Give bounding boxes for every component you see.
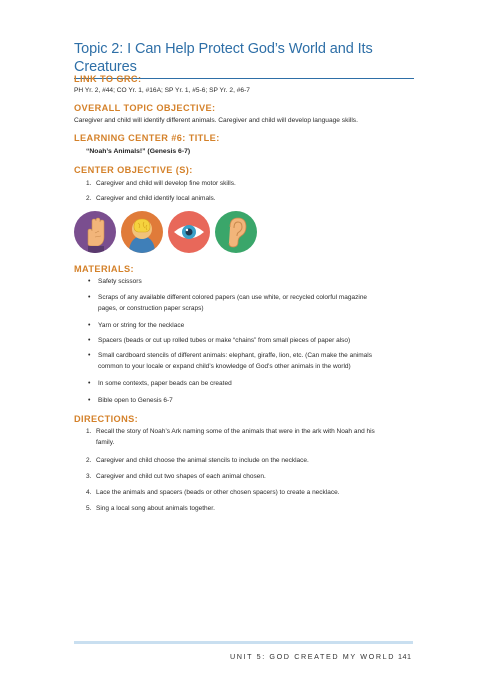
materials-marker: • (88, 294, 91, 301)
materials-text: Spacers (beads or cut up rolled tubes or make “chains” from small pieces of paper also) (98, 337, 351, 344)
materials-marker: • (88, 397, 91, 404)
materials-marker: • (88, 352, 91, 359)
eye-icon (168, 211, 210, 253)
page-number: 141 (398, 652, 412, 661)
senses-icons (74, 211, 274, 255)
learning-center-title: “Noah’s Animals!” (Genesis 6-7) (86, 148, 191, 155)
materials-text: In some contexts, paper beads can be created (98, 380, 232, 387)
brain-icon (121, 211, 163, 253)
directions-marker: 5. (86, 505, 92, 512)
materials-marker: • (88, 337, 91, 344)
materials-heading: MATERIALS: (74, 264, 134, 274)
directions-text: Caregiver and child choose the animal stencils to include on the necklace. (96, 457, 309, 464)
objective-heading: OVERALL TOPIC OBJECTIVE: (74, 103, 216, 113)
hand-icon (74, 211, 116, 253)
directions-text: Lace the animals and spacers (beads or other chosen spacers) to create a necklace. (96, 489, 340, 496)
link-grc-heading: LINK TO GRC: (74, 74, 142, 84)
materials-text: Yarn or string for the necklace (98, 322, 185, 329)
materials-text: pages, or construction paper scraps) (98, 305, 204, 312)
directions-text: Sing a local song about animals together. (96, 505, 215, 512)
footer-unit: UNIT 5: GOD CREATED MY WORLD (230, 652, 396, 661)
directions-marker: 4. (86, 489, 92, 496)
directions-marker: 2. (86, 457, 92, 464)
center-objective-text: Caregiver and child will develop fine motor skills. (96, 180, 236, 187)
materials-text: common to your locale or expand child’s knowledge of God’s other animals in the world) (98, 363, 351, 370)
learning-center-heading: LEARNING CENTER #6: TITLE: (74, 133, 220, 143)
center-objective-text: Caregiver and child identify local animals. (96, 195, 216, 202)
directions-heading: DIRECTIONS: (74, 414, 139, 424)
materials-marker: • (88, 322, 91, 329)
link-grc-text: PH Yr. 2, #44; CO Yr. 1, #16A; SP Yr. 1, #5-6; SP Yr. 2, #6-7 (74, 87, 250, 94)
directions-text: Caregiver and child cut two shapes of each animal chosen. (96, 473, 266, 480)
materials-marker: • (88, 380, 91, 387)
page-title: Topic 2: I Can Help Protect God’s World and Its Creatures (74, 40, 414, 79)
directions-marker: 3. (86, 473, 92, 480)
materials-text: Bible open to Genesis 6-7 (98, 397, 173, 404)
materials-text: Small cardboard stencils of different animals: elephant, giraffe, lion, etc. (Can make the animals (98, 352, 372, 359)
materials-marker: • (88, 278, 91, 285)
directions-text: Recall the story of Noah’s Ark naming some of the animals that were in the ark with Noah and his (96, 428, 375, 435)
materials-text: Scraps of any available different colored papers (can use white, or recycled colorful magazine (98, 294, 368, 301)
ear-icon (215, 211, 257, 253)
footer-divider (74, 641, 413, 644)
center-objective-number: 2. (86, 195, 92, 202)
directions-text: family. (96, 439, 115, 446)
materials-text: Safety scissors (98, 278, 142, 285)
directions-marker: 1. (86, 428, 92, 435)
center-objective-heading: CENTER OBJECTIVE (S): (74, 165, 193, 175)
objective-text: Caregiver and child will identify different animals. Caregiver and child will develop language skills. (74, 117, 358, 124)
center-objective-number: 1. (86, 180, 92, 187)
